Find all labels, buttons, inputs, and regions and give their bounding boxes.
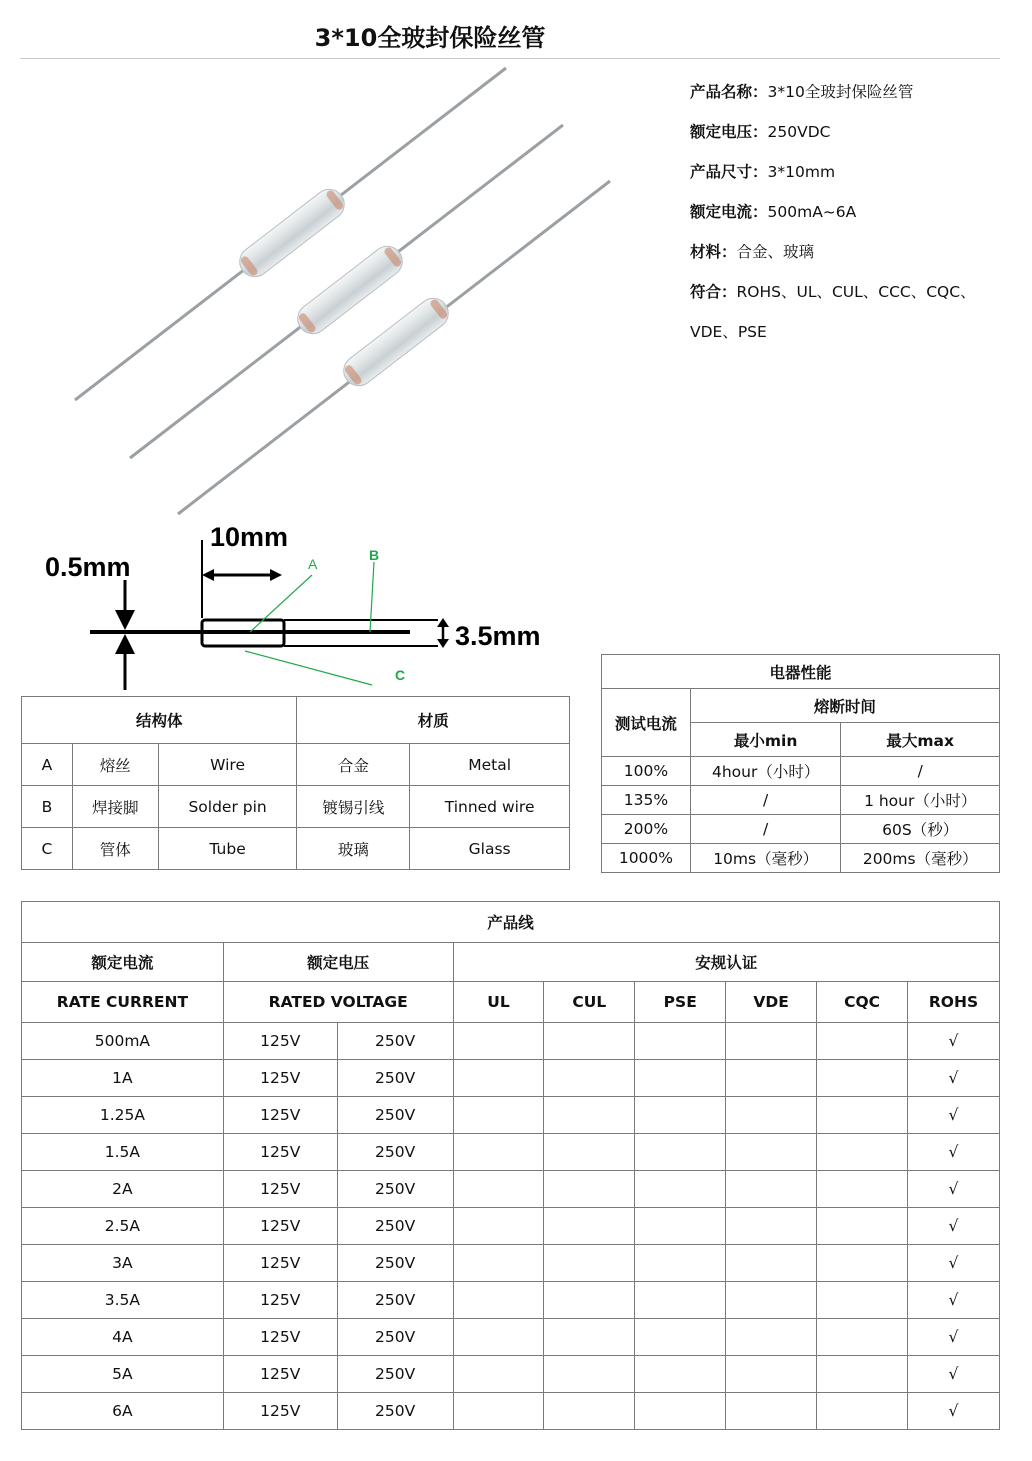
rated-current: 3A [22,1245,224,1282]
voltage-250: 250V [337,1097,453,1134]
fuse-time-header: 熔断时间 [690,689,999,723]
cert-pse [635,1060,726,1097]
cert-cul [544,1393,635,1430]
material-cn: 合金 [297,744,410,786]
fuse-2 [130,125,563,458]
max-time: / [841,757,1000,786]
title-divider [20,58,1000,59]
fuse-product-photo [60,60,640,520]
rated-current: 4A [22,1319,224,1356]
rated-current-en-header: RATE CURRENT [22,982,224,1023]
table-row [22,744,570,786]
table-row [22,1060,1000,1097]
cert-pse [635,1097,726,1134]
rated-current: 2.5A [22,1208,224,1245]
table-row [22,1282,1000,1319]
cert-cul-header: CUL [544,982,635,1023]
min-time: / [690,786,841,815]
cert-ul [453,1060,544,1097]
cert-cqc [817,1319,908,1356]
table-row [22,1171,1000,1208]
part-cn: 焊接脚 [72,786,158,828]
spec-name: 产品名称：3*10全玻封保险丝管 [690,83,914,101]
cert-pse [635,1134,726,1171]
cert-cul [544,1319,635,1356]
cert-cul [544,1097,635,1134]
product-line-table [21,901,1000,1430]
spec-material: 材料：合金、玻璃 [690,243,815,261]
cert-cul [544,1356,635,1393]
cert-rohs: √ [908,1319,1000,1356]
cert-ul [453,1319,544,1356]
table-row [602,786,1000,815]
spec-compliance: 符合：ROHS、UL、CUL、CCC、CQC、VDE、PSE [690,283,976,341]
voltage-250: 250V [337,1023,453,1060]
min-header: 最小min [690,723,841,757]
voltage-125: 125V [223,1393,337,1430]
dim-length-label: 10mm [210,522,289,552]
table-row [22,1208,1000,1245]
cert-cqc [817,1060,908,1097]
table-row [22,1134,1000,1171]
rated-current: 5A [22,1356,224,1393]
cert-cul [544,1171,635,1208]
table-row [22,1245,1000,1282]
rated-voltage-en-header: RATED VOLTAGE [223,982,453,1023]
cert-cul [544,1245,635,1282]
cert-cqc [817,1356,908,1393]
label-c: C [395,667,406,683]
rated-current-cn-header: 额定电流 [22,943,224,982]
cert-cqc-header: CQC [817,982,908,1023]
page-title: 3*10全玻封保险丝管 [314,24,546,52]
cert-rohs: √ [908,1097,1000,1134]
voltage-125: 125V [223,1060,337,1097]
voltage-125: 125V [223,1097,337,1134]
cert-cqc [817,1097,908,1134]
voltage-125: 125V [223,1171,337,1208]
cert-pse-header: PSE [635,982,726,1023]
rated-current: 2A [22,1171,224,1208]
table-row [22,786,570,828]
voltage-250: 250V [337,1171,453,1208]
table-row [22,1356,1000,1393]
table-row [22,1393,1000,1430]
label-a: A [308,556,318,572]
cert-vde [726,1097,817,1134]
cert-pse [635,1319,726,1356]
table-row [22,1097,1000,1134]
part-en: Tube [158,828,297,870]
cert-pse [635,1356,726,1393]
min-time: 4hour（小时） [690,757,841,786]
fuse-3 [178,181,610,514]
rated-voltage-cn-header: 额定电压 [223,943,453,982]
material-en: Tinned wire [410,786,570,828]
cert-rohs: √ [908,1282,1000,1319]
fuse-1 [75,68,506,400]
part-en: Wire [158,744,297,786]
part-cn: 管体 [72,828,158,870]
product-line-caption: 产品线 [22,902,1000,943]
max-time: 60S（秒） [841,815,1000,844]
voltage-250: 250V [337,1208,453,1245]
cert-rohs: √ [908,1393,1000,1430]
cert-rohs: √ [908,1245,1000,1282]
cert-ul [453,1245,544,1282]
material-en: Metal [410,744,570,786]
min-time: 10ms（毫秒） [690,844,841,873]
cert-vde [726,1134,817,1171]
cert-ul [453,1282,544,1319]
cert-vde [726,1319,817,1356]
spec-voltage: 额定电压：250VDC [690,123,831,141]
voltage-250: 250V [337,1060,453,1097]
voltage-125: 125V [223,1134,337,1171]
rated-current: 3.5A [22,1282,224,1319]
cert-vde [726,1245,817,1282]
voltage-250: 250V [337,1393,453,1430]
material-cn: 镀锡引线 [297,786,410,828]
cert-rohs: √ [908,1134,1000,1171]
cert-pse [635,1245,726,1282]
test-current: 135% [602,786,691,815]
rated-current: 1.25A [22,1097,224,1134]
cert-rohs: √ [908,1023,1000,1060]
cert-ul [453,1356,544,1393]
table-row [602,815,1000,844]
certification-header: 安规认证 [453,943,999,982]
cert-ul [453,1097,544,1134]
cert-ul [453,1023,544,1060]
voltage-250: 250V [337,1282,453,1319]
voltage-125: 125V [223,1208,337,1245]
material-header: 材质 [297,697,570,744]
part-cn: 熔丝 [72,744,158,786]
rated-current: 6A [22,1393,224,1430]
test-current: 200% [602,815,691,844]
cert-vde [726,1282,817,1319]
test-current: 1000% [602,844,691,873]
min-time: / [690,815,841,844]
spec-size: 产品尺寸：3*10mm [690,163,836,181]
rated-current: 1A [22,1060,224,1097]
test-current: 100% [602,757,691,786]
table-row [22,1319,1000,1356]
material-cn: 玻璃 [297,828,410,870]
cert-ul [453,1393,544,1430]
cert-cqc [817,1023,908,1060]
electrical-table [601,654,1000,873]
cert-ul [453,1208,544,1245]
cert-cul [544,1023,635,1060]
voltage-250: 250V [337,1134,453,1171]
structure-table [21,696,570,870]
cert-rohs-header: ROHS [908,982,1000,1023]
cert-vde [726,1171,817,1208]
cert-pse [635,1208,726,1245]
cert-cul [544,1060,635,1097]
cert-cqc [817,1393,908,1430]
max-time: 1 hour（小时） [841,786,1000,815]
table-row [22,1023,1000,1060]
voltage-125: 125V [223,1245,337,1282]
cert-cqc [817,1171,908,1208]
cert-vde [726,1208,817,1245]
voltage-250: 250V [337,1319,453,1356]
cert-cul [544,1208,635,1245]
voltage-125: 125V [223,1023,337,1060]
table-row [602,757,1000,786]
part-key: C [22,828,73,870]
cert-ul-header: UL [453,982,544,1023]
voltage-125: 125V [223,1356,337,1393]
spec-current: 额定电流：500mA~6A [690,203,857,221]
cert-cul [544,1282,635,1319]
table-row [22,828,570,870]
cert-vde-header: VDE [726,982,817,1023]
cert-vde [726,1356,817,1393]
cert-cul [544,1134,635,1171]
voltage-250: 250V [337,1245,453,1282]
cert-vde [726,1023,817,1060]
label-b: B [369,547,380,563]
voltage-250: 250V [337,1356,453,1393]
part-key: B [22,786,73,828]
cert-pse [635,1282,726,1319]
cert-cqc [817,1208,908,1245]
dimension-diagram [40,520,560,695]
cert-ul [453,1134,544,1171]
cert-rohs: √ [908,1060,1000,1097]
cert-pse [635,1171,726,1208]
rated-current: 1.5A [22,1134,224,1171]
cert-pse [635,1023,726,1060]
structure-header: 结构体 [22,697,297,744]
material-en: Glass [410,828,570,870]
rated-current: 500mA [22,1023,224,1060]
dim-diameter-label: 3.5mm [455,621,541,651]
table-row [602,844,1000,873]
electrical-caption: 电器性能 [602,655,1000,689]
part-key: A [22,744,73,786]
cert-cqc [817,1282,908,1319]
dim-wire-label: 0.5mm [45,552,131,582]
cert-vde [726,1060,817,1097]
cert-rohs: √ [908,1208,1000,1245]
cert-cqc [817,1245,908,1282]
cert-rohs: √ [908,1171,1000,1208]
cert-cqc [817,1134,908,1171]
voltage-125: 125V [223,1319,337,1356]
test-current-header: 测试电流 [602,689,691,757]
cert-rohs: √ [908,1356,1000,1393]
spec-list [690,72,1010,352]
cert-pse [635,1393,726,1430]
max-header: 最大max [841,723,1000,757]
cert-vde [726,1393,817,1430]
max-time: 200ms（毫秒） [841,844,1000,873]
voltage-125: 125V [223,1282,337,1319]
part-en: Solder pin [158,786,297,828]
cert-ul [453,1171,544,1208]
